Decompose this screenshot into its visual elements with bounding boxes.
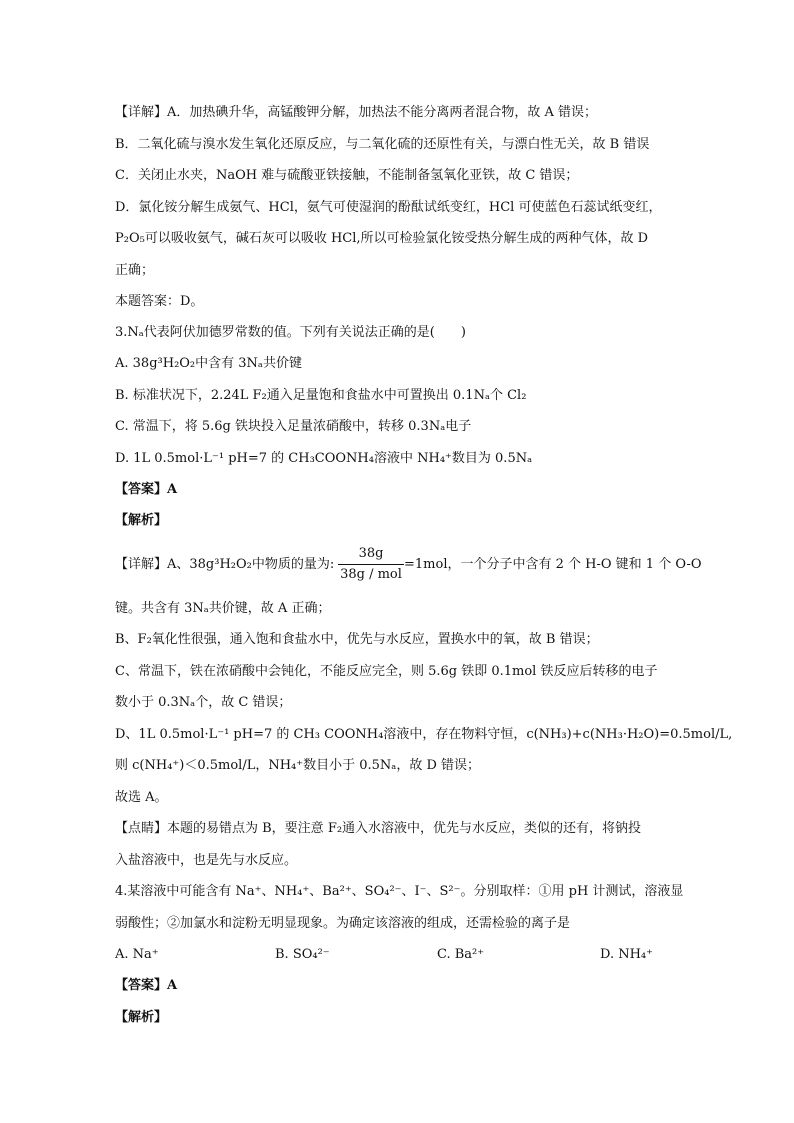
question-3-option-b: B. 标准状况下，2.24L F₂通入足量饱和食盐水中可置换出 0.1Nₐ个 Cl₂ — [115, 388, 527, 403]
detail-3-line-8: 故选 A。 — [115, 790, 168, 805]
detail-3-line-7: 则 c(NH₄⁺)＜0.5mol/L，NH₄⁺数目小于 0.5Nₐ，故 D 错误； — [115, 758, 481, 773]
key-point-line-1: 【点睛】本题的易错点为 B，要注意 F₂通入水溶液中，优先与水反应，类似的还有，将钠投 — [115, 821, 642, 836]
detail-3-line-1-prefix: 【详解】A、38g³H₂O₂中物质的量为: — [115, 557, 335, 572]
question-3-analysis-heading: 【解析】 — [115, 513, 168, 528]
detail-3-line-1-suffix: =1mol，一个分子中含有 2 个 H-O 键和 1 个 O-O — [404, 557, 702, 572]
question-3-answer: 【答案】A — [115, 482, 178, 497]
answer-summary: 本题答案：D。 — [115, 294, 204, 309]
question-3-option-c: C. 常温下，将 5.6g 铁块投入足量浓硝酸中，转移 0.3Nₐ电子 — [115, 419, 472, 434]
explanation-line-2: B．二氧化硫与溴水发生氧化还原反应，与二氧化硫的还原性有关，与漂白性无关，故 B 错误 — [115, 137, 650, 152]
detail-3-line-4: C、常温下，铁在浓硝酸中会钝化，不能反应完全，则 5.6g 铁即 0.1mol 铁反应后转移的电子 — [115, 664, 658, 679]
explanation-line-3: C．关闭止水夹，NaOH 难与硫酸亚铁接触，不能制备氢氧化亚铁，故 C 错误； — [115, 168, 579, 183]
detail-3-line-2: 键。共含有 3Nₐ共价键，故 A 正确； — [115, 601, 331, 616]
fraction-bar — [338, 564, 404, 565]
detail-3-line-5: 数小于 0.3Nₐ个，故 C 错误； — [115, 695, 292, 710]
explanation-line-4: D．氯化铵分解生成氨气、HCl，氨气可使湿润的酚酞试纸变红，HCl 可使蓝色石蕊试纸变红， — [115, 200, 662, 215]
question-4-stem-line-1: 4.某溶液中可能含有 Na⁺、NH₄⁺、Ba²⁺、SO₄²⁻、I⁻、S²⁻。分别取样：①用 pH 计测试，溶液显 — [115, 884, 684, 899]
question-3-option-d: D. 1L 0.5mol·L⁻¹ pH=7 的 CH₃COONH₄溶液中 NH₄⁺数目为 0.5Nₐ — [115, 451, 533, 466]
fraction-numerator: 38g — [358, 546, 384, 561]
key-point-line-2: 入盐溶液中，也是先与水反应。 — [115, 853, 298, 868]
question-3-option-a: A. 38g³H₂O₂中含有 3Nₐ共价键 — [115, 356, 302, 371]
explanation-line-6: 正确； — [115, 263, 155, 278]
explanation-line-1: 【详解】A．加热碘升华，高锰酸钾分解，加热法不能分离两者混合物，故 A 错误； — [115, 105, 598, 120]
detail-3-line-3: B、F₂氧化性很强，通入饱和食盐水中，优先与水反应，置换水中的氧，故 B 错误； — [115, 632, 599, 647]
question-3-stem: 3.Nₐ代表阿伏加德罗常数的值。下列有关说法正确的是( ) — [115, 325, 466, 340]
explanation-line-5: P₂O₅可以吸收氨气，碱石灰可以吸收 HCl,所以可检验氯化铵受热分解生成的两种气体，故 D — [115, 231, 649, 246]
question-4-option-b: B. SO₄²⁻ — [275, 947, 330, 962]
question-4-option-a: A. Na⁺ — [115, 947, 159, 962]
mole-fraction — [338, 545, 404, 584]
question-4-stem-line-2: 弱酸性；②加氯水和淀粉无明显现象。为确定该溶液的组成，还需检验的离子是 — [115, 916, 571, 931]
detail-3-line-6: D、1L 0.5mol·L⁻¹ pH=7 的 CH₃ COONH₄溶液中，存在物料守恒，c(NH₃)+c(NH₃·H₂O)=0.5mol/L, — [115, 727, 733, 742]
fraction-denominator: 38g / mol — [340, 567, 402, 582]
question-4-option-d: D. NH₄⁺ — [600, 947, 654, 962]
question-4-answer: 【答案】A — [115, 978, 178, 993]
question-4-analysis-heading: 【解析】 — [115, 1010, 168, 1025]
question-4-option-c: C. Ba²⁺ — [437, 947, 485, 962]
